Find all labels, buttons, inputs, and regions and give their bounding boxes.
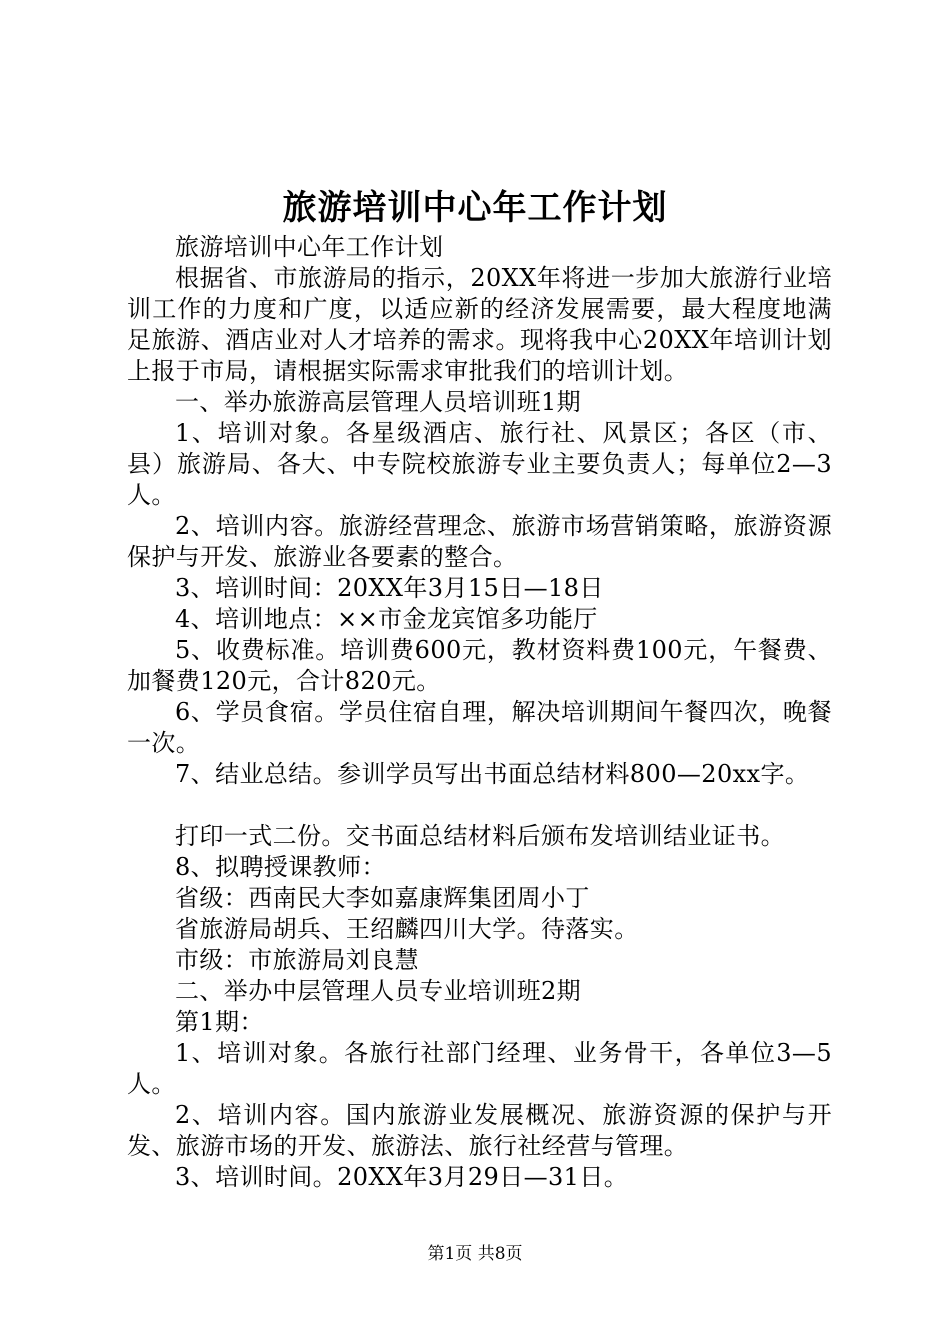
paragraph-item: 打印一式二份。交书面总结材料后颁布发培训结业证书。 bbox=[175, 822, 785, 850]
paragraph-item: 第1期： bbox=[175, 1008, 264, 1036]
document-title: 旅游培训中心年工作计划 bbox=[282, 188, 668, 228]
paragraph-item: 1、培训对象。各星级酒店、旅行社、风景区；各区（市、县）旅游局、各大、中专院校旅游专业主要负责人；每单位2—3人。 bbox=[127, 419, 832, 509]
paragraph-item: 7、结业总结。参训学员写出书面总结材料800—20xx字。 bbox=[175, 760, 810, 788]
section-heading-2: 二、举办中层管理人员专业培训班2期 bbox=[175, 977, 582, 1005]
paragraph-item: 5、收费标准。培训费600元，教材资料费100元，午餐费、加餐费120元，合计820元。 bbox=[127, 636, 832, 695]
paragraph-item: 2、培训内容。国内旅游业发展概况、旅游资源的保护与开发、旅游市场的开发、旅游法、旅行社经营与管理。 bbox=[127, 1101, 832, 1160]
page-footer: 第1页 共8页 bbox=[427, 1244, 523, 1264]
paragraph-item: 省旅游局胡兵、王绍麟四川大学。待落实。 bbox=[175, 915, 639, 943]
paragraph-item: 省级：西南民大李如嘉康辉集团周小丁 bbox=[175, 884, 590, 912]
document-body bbox=[127, 232, 832, 1193]
paragraph-item: 1、培训对象。各旅行社部门经理、业务骨干，各单位3—5人。 bbox=[127, 1039, 832, 1098]
paragraph-item: 8、拟聘授课教师： bbox=[175, 853, 386, 881]
paragraph-subtitle: 旅游培训中心年工作计划 bbox=[175, 233, 444, 261]
paragraph-item: 6、学员食宿。学员住宿自理，解决培训期间午餐四次，晚餐一次。 bbox=[127, 698, 832, 757]
paragraph-item: 2、培训内容。旅游经营理念、旅游市场营销策略，旅游资源保护与开发、旅游业各要素的整合。 bbox=[127, 512, 832, 571]
paragraph-intro: 根据省、市旅游局的指示，20XX年将进一步加大旅游行业培训工作的力度和广度，以适应新的经济发展需要，最大程度地满足旅游、酒店业对人才培养的需求。现将我中心20XX年培训计划上报于市局，请根据实际需求审批我们的培训计划。 bbox=[127, 264, 832, 385]
paragraph-item: 4、培训地点：××市金龙宾馆多功能厅 bbox=[175, 605, 598, 633]
paragraph-item: 3、培训时间。20XX年3月29日—31日。 bbox=[175, 1163, 629, 1191]
paragraph-item: 市级：市旅游局刘良慧 bbox=[175, 946, 419, 974]
section-heading-1: 一、举办旅游高层管理人员培训班1期 bbox=[175, 388, 582, 416]
paragraph-item: 3、培训时间：20XX年3月15日—18日 bbox=[175, 574, 604, 602]
blank-line bbox=[127, 790, 832, 821]
